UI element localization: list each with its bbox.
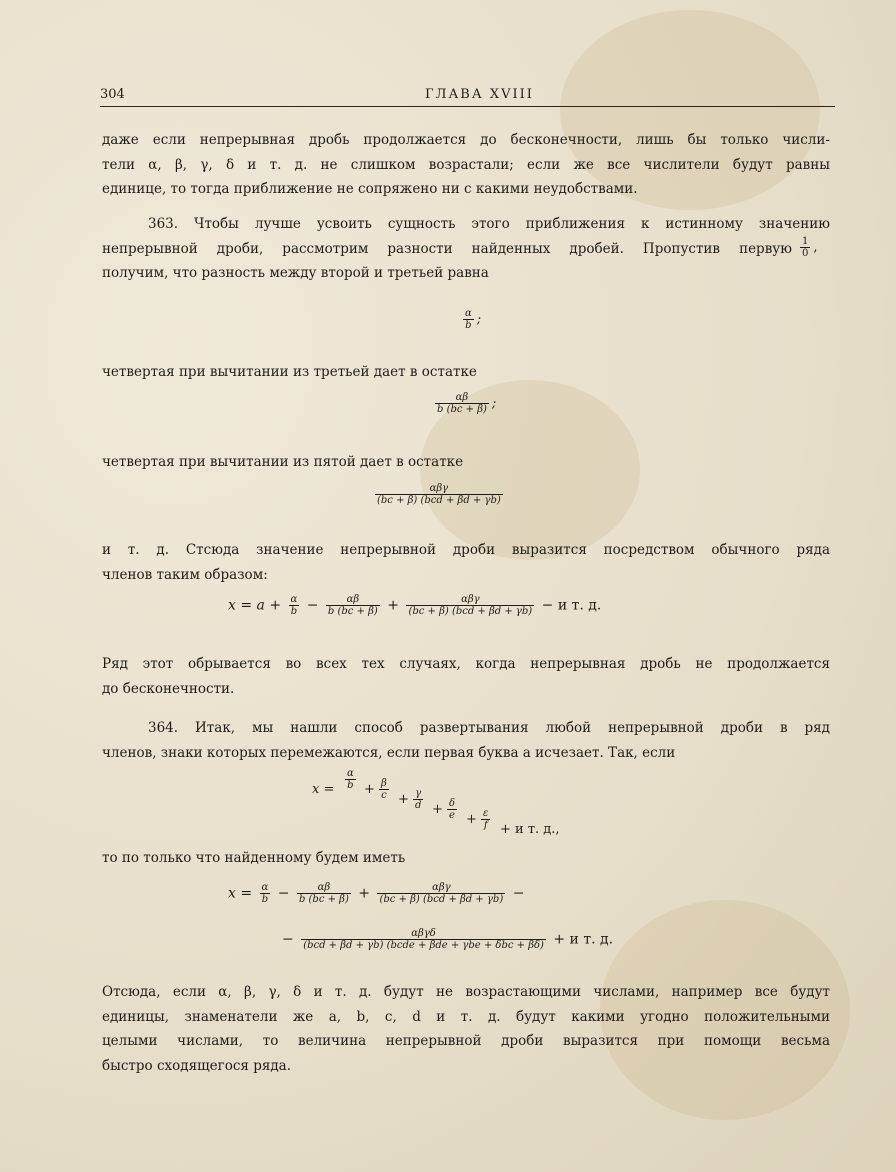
text-line: до бесконечности. <box>102 680 235 697</box>
equation-2: $\frac{\alpha\beta}{b (bc + \beta)}$ ; <box>437 392 497 415</box>
continued-fraction: x = $\frac{\alpha}{b}$ + $\frac{\beta}{c}$ + $\frac{\gamma}{d}$ + $\frac{\delta}{e}$ + $\frac{\varepsilon}{f}$ + и т. д., <box>312 768 560 837</box>
equation-series: x = a + $\frac{\alpha}{b}$ − $\frac{\alpha\beta}{b (bc + \beta)}$ + $\frac{\text{αβγ}}{\text{(bc + β) (bcd + βd + γb)}}$ − и т. д. <box>228 594 602 617</box>
text-then <box>102 846 830 871</box>
text-third <box>102 360 830 385</box>
text-line: членов таким образом: <box>102 566 268 583</box>
text-line: единицы, знаменатели же a, b, c, d и т. д. будут какими угодно положительными <box>102 1008 830 1025</box>
paragraph-1 <box>102 128 830 202</box>
text-line: четвертая при вычитании из пятой дает в остатке <box>102 454 464 470</box>
text-line: единице, то тогда приближение не сопряжено ни с какими неудобствами. <box>102 181 638 197</box>
paragraph-364 <box>102 716 830 765</box>
text-line: 363. Чтобы лучше усвоить сущность этого приближения к истинному значению <box>148 216 830 232</box>
fraction-one-over-zero: $\frac{1}{0}$ , <box>802 236 818 259</box>
paragraph-conclusion <box>102 980 830 1078</box>
equation-1: $\frac{\alpha}{b}$ ; <box>465 308 482 331</box>
chapter-title: ГЛАВА XVIII <box>425 87 534 102</box>
text-line: членов, знаки которых перемежаются, если первая буква a исчезает. Так, если <box>102 744 676 761</box>
header-rule <box>100 106 835 107</box>
paragraph-break <box>102 652 830 701</box>
text-line: 364. Итак, мы нашли способ развертывания любой непрерывной дроби в ряд <box>148 720 830 736</box>
text-line: непрерывной дроби, рассмотрим разности найденных дробей. Пропустив первую <box>102 240 792 257</box>
text-line: и т. д. Стсюда значение непрерывной дроби выразится посредством обычного ряда <box>102 542 830 558</box>
paragraph-363 <box>102 212 830 286</box>
text-line: Отсюда, если α, β, γ, δ и т. д. будут не возрастающими числами, например все будут <box>102 984 830 1000</box>
text-line: четвертая при вычитании из третьей дает в остатке <box>102 364 477 380</box>
text-line: получим, что разность между второй и третьей равна <box>102 265 489 281</box>
paragraph-series <box>102 538 830 587</box>
text-line: даже если непрерывная дробь продолжается до бесконечности, лишь бы только числи- <box>102 132 830 148</box>
text-line: тели α, β, γ, δ и т. д. не слишком возрастали; если же все числители будут равны <box>102 156 830 173</box>
equation-result-1: x = $\frac{\alpha}{b}$ − $\frac{\alpha\beta}{b (bc + \beta)}$ + $\frac{\text{αβγ}}{\text{(bc + β) (bcd + βd + γb)}}$ − <box>228 882 525 905</box>
equation-3: $\frac{\text{αβγ}}{\text{(bc + β) (bcd + βd + γb)}}$ <box>377 483 501 506</box>
text-fifth <box>102 450 830 475</box>
text-line: целыми числами, то величина непрерывной дроби выразится при помощи весьма <box>102 1033 830 1049</box>
text-line: Ряд этот обрывается во всех тех случаях, когда непрерывная дробь не продолжается <box>102 656 830 672</box>
text-line: то по только что найденному будем иметь <box>102 850 406 866</box>
page-number: 304 <box>100 87 125 102</box>
text-line: быстро сходящегося ряда. <box>102 1057 292 1074</box>
equation-result-2: − $\frac{\text{αβγδ}}{\text{(bcd + βd + γb) (bcde + βde + γbe + δbc + βδ)}}$ + и т. д. <box>282 928 614 951</box>
